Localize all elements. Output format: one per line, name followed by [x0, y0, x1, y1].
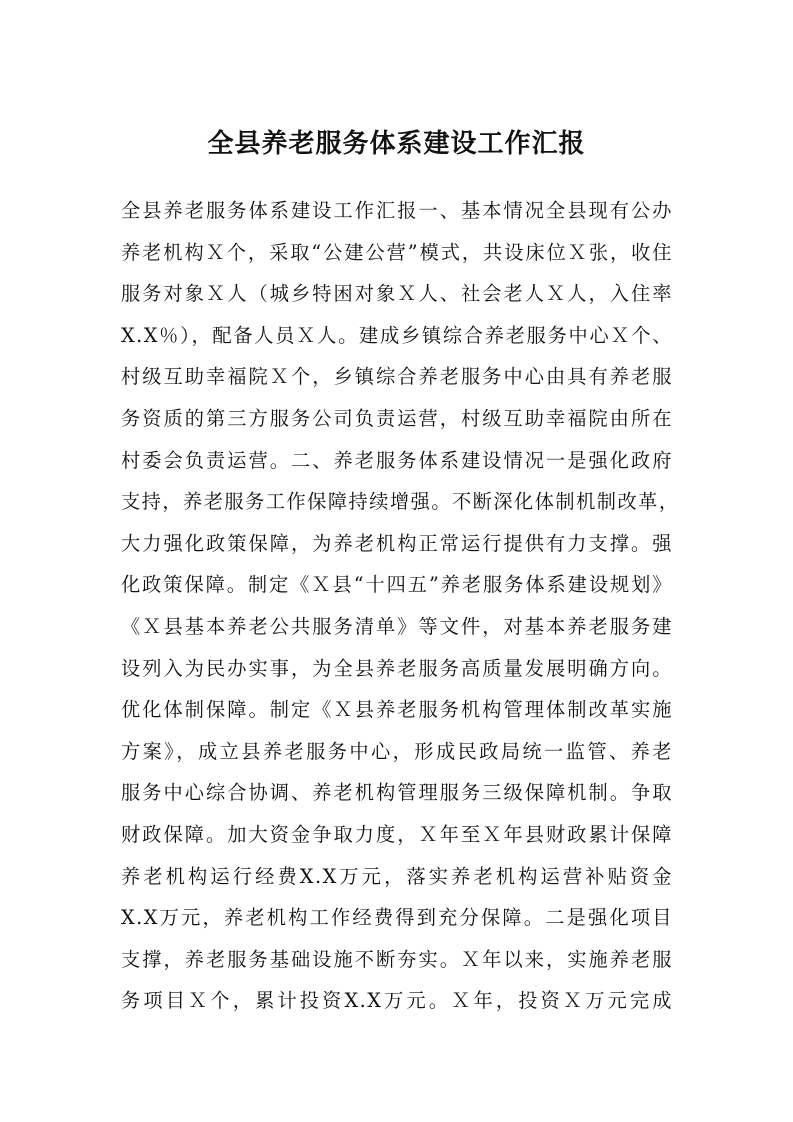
body-line-18: X.X万元，养老机构工作经费得到充分保障。二是强化项目	[121, 906, 673, 930]
body-line-13: 优化体制保障。制定《Ｘ县养老服务机构管理体制改革实施	[121, 698, 673, 722]
body-line-3: 服务对象Ｘ人（城乡特困对象Ｘ人、社会老人Ｘ人，入住率	[121, 282, 673, 306]
body-line-17: 养老机构运行经费X.X万元，落实养老机构运营补贴资金	[121, 864, 673, 888]
body-line-8: 支持，养老服务工作保障持续增强。不断深化体制机制改革，	[121, 490, 680, 514]
body-line-4: X.X％），配备人员Ｘ人。建成乡镇综合养老服务中心Ｘ个、	[121, 323, 673, 347]
body-line-12: 设列入为民办实事，为全县养老服务高质量发展明确方向。	[121, 656, 673, 680]
body-line-10: 化政策保障。制定《Ｘ县“十四五”养老服务体系建设规划》	[121, 573, 673, 597]
body-line-6: 务资质的第三方服务公司负责运营，村级互助幸福院由所在	[121, 406, 673, 430]
body-line-20: 务项目Ｘ个，累计投资X.X万元。Ｘ年，投资Ｘ万元完成	[121, 989, 673, 1013]
body-line-5: 村级互助幸福院Ｘ个，乡镇综合养老服务中心由具有养老服	[121, 365, 673, 389]
document-body	[121, 190, 680, 1022]
body-line-19: 支撑，养老服务基础设施不断夯实。Ｘ年以来，实施养老服	[121, 947, 673, 971]
body-line-2: 养老机构Ｘ个，采取“公建公营”模式，共设床位Ｘ张，收住	[121, 240, 673, 264]
body-line-7: 村委会负责运营。二、养老服务体系建设情况一是强化政府	[121, 448, 673, 472]
body-line-16: 财政保障。加大资金争取力度，Ｘ年至Ｘ年县财政累计保障	[121, 822, 673, 846]
body-line-9: 大力强化政策保障，为养老机构正常运行提供有力支撑。强	[121, 531, 673, 555]
body-line-11: 《Ｘ县基本养老公共服务清单》等文件，对基本养老服务建	[121, 614, 673, 638]
body-line-14: 方案》，成立县养老服务中心，形成民政局统一监管、养老	[121, 739, 673, 763]
body-line-1: 全县养老服务体系建设工作汇报一、基本情况全县现有公办	[121, 199, 673, 222]
document-title: 全县养老服务体系建设工作汇报	[207, 129, 586, 159]
body-line-15: 服务中心综合协调、养老机构管理服务三级保障机制。争取	[121, 781, 673, 805]
